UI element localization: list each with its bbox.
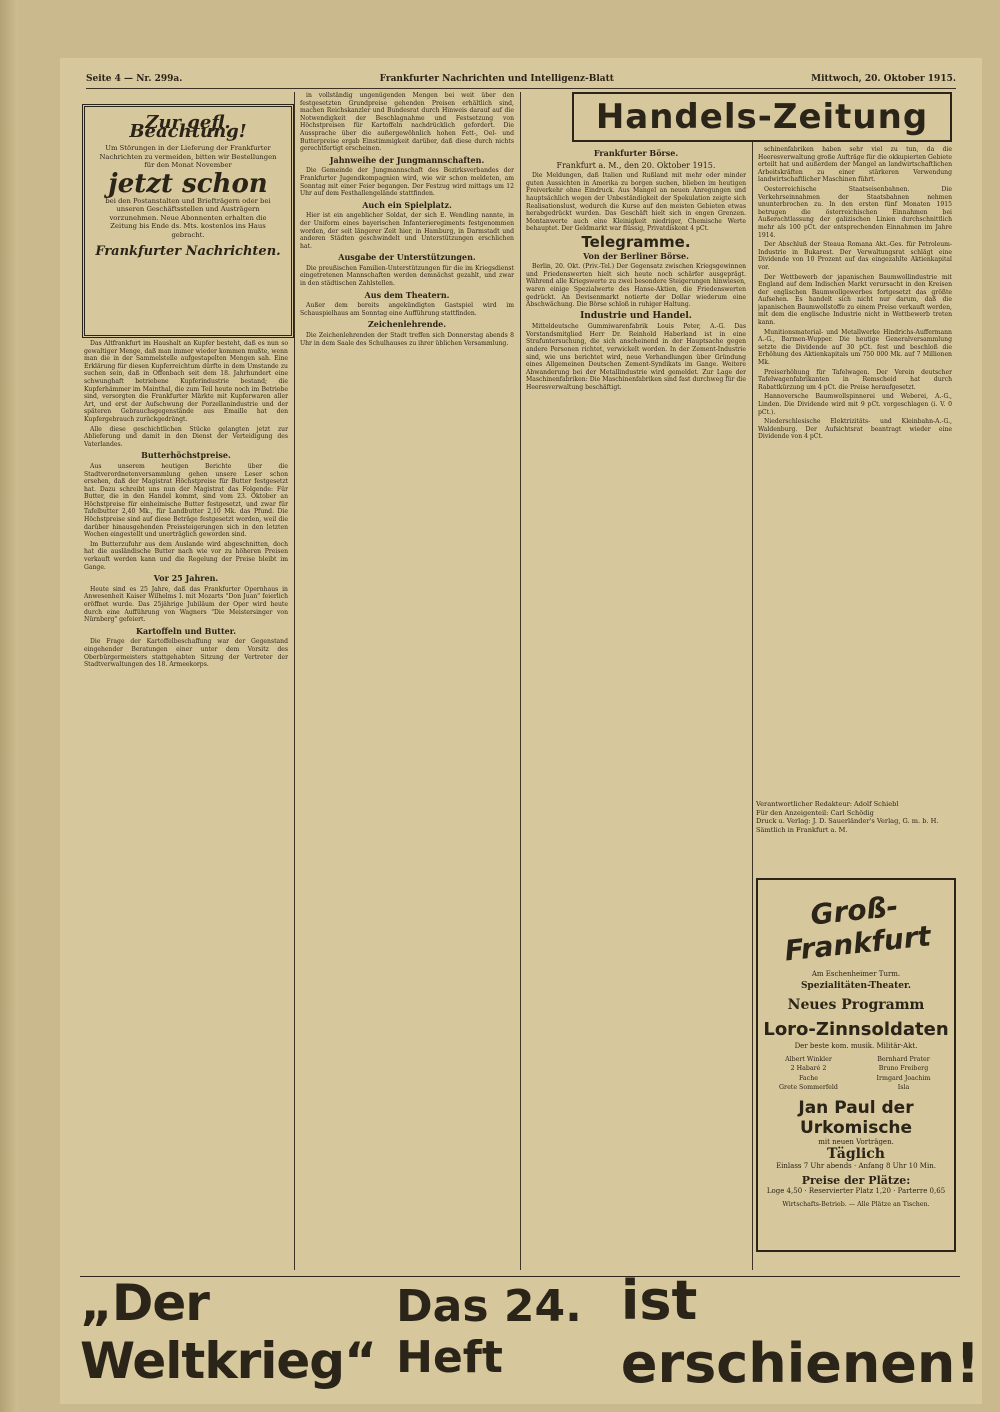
ad-daily: Täglich <box>827 1145 885 1162</box>
article-paragraph: Im Butterzufuhr aus dem Auslande wird abgeschnitten, doch hat die ausländische Butter nach wie vor zu höheren Preisen verkauft werden kann und die Regelung der Preise bleibt im Gange. <box>84 540 288 571</box>
ad-footer: Wirtschafts-Betrieb. — Alle Plätze an Tischen. <box>782 1200 930 1208</box>
article-paragraph: Heute sind es 25 Jahre, daß das Frankfurter Opernhaus in Anwesenheit Kaiser Wilhelms I. mit Mozarts "Don Juan" feierlich eröffnet wurde. Das 25jährige Jubiläum der Oper wird heute durch eine Aufführung von Wagners "Die Meistersinger von Nürnberg" gefeiert. <box>84 585 288 624</box>
article-heading: Butterhöchstpreise. <box>141 450 231 461</box>
article-heading: Auch ein Spielplatz. <box>362 199 452 210</box>
article-paragraph: Alle diese geschichtlichen Stücke gelangten jetzt zur Ablieferung und damit in den Dienst der Verteidigung des Vaterlandes. <box>84 425 288 448</box>
article-paragraph: Die preußischen Familien-Unterstützungen für die im Kriegsdienst eingetretenen Mannschaften werden demnächst gezahlt, und zwar in den städtischen Zahlstellen. <box>300 264 514 288</box>
column-1 <box>84 340 288 1270</box>
article-paragraph: Aus unserem heutigen Berichte über die Stadtverordnetenversammlung gehen unsere Leser schon ersehen, daß der Magistrat Höchstpreise für Butter festgesetzt hat. Dazu schreibt uns nun der Magistrat das Folgende: Für Butter, die in den Handel kommt, sind vom 23. Oktober an Höchstpreise für einheimische Butter festgesetzt, und zwar für Tafelbutter 2,40 Mk., für Landbutter 2,10 Mk. das Pfund. Die Höchstpreise sind auf diese Beträge festgesetzt worden, weil die darüber hinausgehenden Preissteigerungen sich in den letzten Wochen eingestellt und unerträglich geworden sind. <box>84 462 288 539</box>
telegramme-subheading: Von der Berliner Börse. <box>583 250 689 261</box>
notice-title: Zur gefl. Beachtung! <box>129 112 247 142</box>
page-header <box>86 74 956 89</box>
theatre-advertisement <box>756 878 956 1252</box>
ad-star-sub: mit neuen Vorträgen. <box>818 1137 894 1146</box>
banner-issue: Das 24. Heft <box>396 1281 582 1383</box>
notice-body: Um Störungen in der Lieferung der Frankfurter Nachrichten zu vermeiden, bitten wir Bestellungen für den Monat November <box>99 144 277 170</box>
ad-prices-label: Preise der Plätze: <box>801 1173 911 1187</box>
ad-location: Am Eschenheimer Turm. <box>811 970 901 978</box>
page-number: Seite 4 — Nr. 299a. <box>86 74 183 84</box>
article-heading: Vor 25 Jahren. <box>153 573 219 584</box>
ad-act: Grete Sommerfeld <box>779 1084 838 1092</box>
ad-acts <box>764 1056 948 1092</box>
column-rule <box>294 92 295 1270</box>
imprint <box>756 800 952 834</box>
article-paragraph: Munitionsmaterial- und Metallwerke Hindrichs-Auffermann A.-G., Barmen-Wupper. Die heutige Generalversammlung setzte die Dividende auf 30 pCt. fest und beschloß die Erhöhung des Aktienkapitals um 750 000 Mk. auf 7 Millionen Mk. <box>758 328 952 367</box>
article-heading: Jahnweihe der Jungmannschaften. <box>329 154 485 165</box>
article-paragraph: Der Abschluß der Steaua Romana Akt.-Ges. für Petroleum-Industrie in Bukarest. Der Verwaltungsrat schlägt eine Dividende von 10 Prozent auf das eingezahlte Aktienkapital vor. <box>758 241 952 271</box>
article-paragraph: Die Frage der Kartoffelbeschaffung war der Gegenstand eingehender Beratungen einer unter dem Vorsitz des Oberbürgermeisters stattgehabten Sitzung der Vertreter der Stadtverwaltungen des 18. Armeekorps. <box>84 638 288 669</box>
ad-headline-sub: Der beste kom. musik. Militär-Akt. <box>794 1042 918 1050</box>
page-left-edge <box>0 0 18 1412</box>
industrie-heading: Industrie und Handel. <box>580 310 692 321</box>
masthead: Frankfurter Nachrichten und Intelligenz-Blatt <box>379 74 614 84</box>
boerse-date: Frankfurt a. M., den 20. Oktober 1915. <box>556 160 716 170</box>
imprint-line: Druck u. Verlag: J. D. Sauerländer's Verlag, G. m. b. H. <box>756 817 939 826</box>
article-heading: Kartoffeln und Butter. <box>135 625 236 636</box>
telegramme-heading: Telegramme. <box>581 232 691 251</box>
boerse-heading: Frankfurter Börse. <box>593 148 679 158</box>
ad-prices: Loge 4,50 · Reservierter Platz 1,20 · Parterre 0,65 <box>766 1186 946 1195</box>
column-3 <box>526 146 746 1270</box>
article-paragraph: Die Meldungen, daß Italien und Rußland mit mehr oder minder guten Aussichten in Amerika zu borgen suchen, blieben im heutigen Freiverkehr ohne Eindruck. Aus Mangel an neuen Anregungen und hauptsächlich wegen der Unbeständigkeit der Spekulation zeigte sich Realisationslust, wodurch die Kurse auf den meisten Gebieten etwas herabgedrückt wurden. Das Geschäft hielt sich in engen Grenzen. Montanwerte auch eine Kleinigkeit niedriger, Chemische Werte behauptet. Der Geldmarkt war flüssig, Privatdiskont 4 pCt. <box>526 172 746 233</box>
article-heading: Ausgabe der Unterstützungen. <box>338 252 476 263</box>
article-paragraph: Preiserhöhung für Tafelwagen. Der Verein deutscher Tafelwagenfabrikanten in Remscheid hat durch Rabattkürzung um 4 pCt. die Preise heraufgesetzt. <box>758 368 952 391</box>
article-paragraph: Außer dem bereits angekündigten Gastspiel wird im Schauspielhaus am Sonntag eine Aufführung stattfinden. <box>300 302 514 317</box>
article-paragraph: Das Altfrankfurt im Haushalt an Kupfer besteht, daß es nun so gewaltiger Menge, daß man immer wieder kommen mußte, wenn man die in der Sammelstelle aufgestapelten Mengen sah. Eine Erklärung für diesen Kupferreichtum dürfte in dem Umstande zu suchen sein, daß in Offenbach seit dem 18. Jahrhundert eine schwunghaft betriebene Kupferindustrie bestand; die Kupferhämmer im Mainthal, die zum Teil heute noch im Betriebe sind, versorgten die Frankfurter Märkte mit Kupferwaren aller Art, und erst der Aufschwung der Porzellanindustrie und der späteren Gebrauchsgegenstände aus Emaille hat den Kupfergebrauch zurückgedrängt. <box>84 340 288 423</box>
ad-star: Jan Paul der Urkomische <box>798 1097 914 1138</box>
article-paragraph: Niederschlesische Elektrizitäts- und Kleinbahn-A.-G., Waldenburg. Der Aufsichtsrat beantragt wieder eine Dividende von 4 pCt. <box>758 418 952 441</box>
imprint-line: Für den Anzeigenteil: Carl Schödig <box>756 808 874 817</box>
ad-act: Irmgard Joachim <box>876 1074 931 1082</box>
column-rule <box>752 140 753 1270</box>
article-paragraph: Berlin, 20. Okt. (Priv.-Tel.) Der Gegensatz zwischen Kriegsgewinnen und Friedenswerten hielt sich heute noch schärfer ausgeprägt. Während alle Kriegswerte zu zwei besondere Steigerungen hinwiesen, waren einige Spezialwerte des Hanse-Aktien, die Friedenswerten gedrückt. An Devisenmarkt notierte der Dollar wiederum eine Abschwächung. Die Börse schloß in ruhiger Haltung. <box>526 263 746 309</box>
weltkrieg-banner <box>80 1269 980 1395</box>
subscription-notice <box>82 104 294 338</box>
column-2 <box>300 92 514 1270</box>
article-paragraph: Der Wettbewerb der japanischen Baumwollindustrie mit England auf dem Indischen Markt verursacht in den Kreisen der englischen Baumwollgewerbes fortgesetzt das größte Aufsehen. Es handelt sich nicht nur darum, daß die japanischen Baumwollstoffe zu einem Preise verkauft werden, mit dem die englische Industrie nicht in Wettbewerb treten kann. <box>758 273 952 327</box>
ad-act: Bernhard Prater <box>877 1056 930 1063</box>
imprint-line: Verantwortlicher Redakteur: Adolf Schiebl <box>756 800 899 808</box>
column-4 <box>758 146 952 796</box>
article-paragraph: in vollständig ungenügenden Mengen bei weit über den festgesetzten Grundpreise gehenden Preisen erhältlich sind, machen Reichskanzler und Bundesrat durch Hinweis darauf auf die Notwendigkeit der Beschlagnahme und Festsetzung von Höchstpreisen für Kartoffeln nachdrücklich gefordert. Die Aussprache über die außergewöhnlich hohen Fett-, Oel- und Butterpreise ergab Einstimmigkeit darüber, daß diese durch nichts gerechtfertigt erscheinen. <box>300 92 514 153</box>
article-paragraph: Mitteldeutsche Gummiwarenfabrik Louis Peter, A.-G. Das Vorstandsmitglied Herr Dr. Reinhold Haberland ist in eine Strafuntersuchung, die sich anscheinend in der Hauptsache gegen andere Personen richtet, verwickelt worden. In der Zement-Industrie sind, wie uns berichtet wird, neue Verhandlungen über Gründung eines Allgemeinen Deutschen Zement-Syndikats im Gange. Weitere Abwanderung bei der Metallindustrie wird gemeldet. Zur Lage der Maschinenfabriken: Die Maschinenfabriken sind fast durchweg für die Heeresverwaltung beschäftigt. <box>526 323 746 392</box>
banner-title: „Der Weltkrieg“ <box>80 1274 376 1390</box>
ad-act: Albert Winkler <box>785 1056 832 1063</box>
ad-brand: Groß-Frankfurt <box>783 889 933 968</box>
ad-subtitle: Spezialitäten-Theater. <box>800 981 912 991</box>
notice-signature: Frankfurter Nachrichten. <box>95 243 281 259</box>
imprint-line: Sämtlich in Frankfurt a. M. <box>756 825 848 834</box>
article-paragraph: Oesterreichische Staatseisenbahnen. Die Verkehrseinnahmen der Staatsbahnen nehmen ununterbrochen zu. In den ersten fünf Monaten 1915 betrugen die österreichischen Einnahmen bei Außerachtlassung der galizischen Linien durchschnittlich mehr als 100 pCt. der entsprechenden Einnahmen im Jahre 1914. <box>758 185 952 239</box>
ad-act: Fache <box>798 1074 818 1082</box>
ad-programme: Neues Programm <box>787 997 925 1013</box>
ad-act: Bruno Freiberg <box>878 1065 929 1073</box>
article-paragraph: Die Gemeinde der Jungmannschaft des Bezirksverbandes der Frankfurter Jugendkompagnien wird, wie wir schon meldeten, am Sonntag mit einer Feier begangen. Der Festzug wird mittags um 12 Uhr auf dem Festhallengelände stattfinden. <box>300 167 514 198</box>
article-heading: Aus dem Theatern. <box>364 289 450 300</box>
article-paragraph: schinenfabriken haben sehr viel zu tun, da die Heeresverwaltung große Aufträge für die okkupierten Gebiete erteilt hat und außerdem der Mangel an landwirtschaftlichen Arbeitskräften zu einer stärkeren Verwendung landwirtschaftlicher Maschinen führt. <box>758 146 952 184</box>
article-paragraph: Hier ist ein angeblicher Soldat, der sich E. Wendling nannte, in der Uniform eines bayerischen Infanterieregiments festgenommen worden, der seit längerer Zeit hier, in Hamburg, in Darmstadt und anderen Städten geschwindelt und Unterstützungen erschlichen hat. <box>300 212 514 250</box>
article-paragraph: Hannoversche Baumwollspinnerei und Weberei, A.-G., Linden. Die Dividende wird mit 9 pCt. vorgeschlagen (i. V. 0 pCt.). <box>758 393 952 416</box>
handels-zeitung-title: Handels-Zeitung <box>572 92 952 142</box>
article-heading: Zeichenlehrende. <box>367 319 447 330</box>
article-paragraph: Die Zeichenlehrenden der Stadt treffen sich Donnerstag abends 8 Uhr in dem Saale des Schulhauses zu ihrer üblichen Versammlung. <box>300 332 514 347</box>
ad-act: Isla <box>897 1084 910 1092</box>
issue-date: Mittwoch, 20. Oktober 1915. <box>811 74 956 84</box>
column-rule <box>520 92 521 1270</box>
notice-emphasis: jetzt schon <box>108 168 268 199</box>
ad-headline: Loro-Zinnsoldaten <box>763 1019 949 1040</box>
notice-body-2: bei den Postanstalten und Briefträgern oder bei unseren Geschäftsstellen und Austrägern vorzunehmen. Neue Abonnenten erhalten die Zeitung bis Ende ds. Mts. kostenlos ins Haus gebracht. <box>105 196 271 239</box>
ad-daily-sub: Einlass 7 Uhr abends · Anfang 8 Uhr 10 Min. <box>776 1161 936 1170</box>
banner-published: ist erschienen! <box>620 1269 980 1395</box>
ad-act: 2 Habaré 2 <box>790 1065 827 1073</box>
